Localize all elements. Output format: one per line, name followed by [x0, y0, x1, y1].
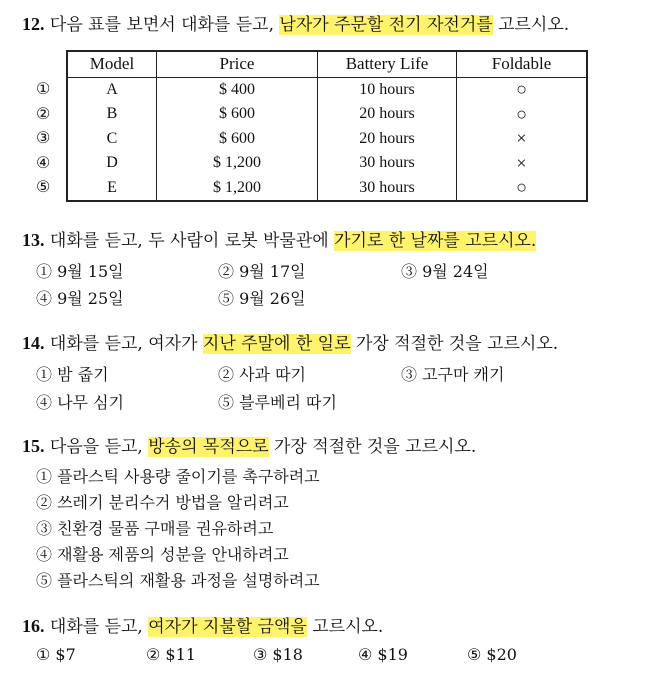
highlighted-text: 남자가 주문할 전기 자전거를: [279, 15, 493, 35]
answer-option[interactable]: ② 쓰레기 분리수거 방법을 알리려고: [36, 493, 289, 512]
cell-price: $ 1,200: [157, 151, 318, 176]
cell-battery: 30 hours: [318, 176, 457, 202]
table-row: [67, 102, 587, 127]
question-16: [22, 612, 383, 637]
answer-option[interactable]: ② 사과 따기: [218, 365, 306, 384]
answer-option[interactable]: ③ 9월 24일: [401, 262, 489, 281]
cell-battery: 10 hours: [318, 77, 457, 102]
highlighted-text: 가기로 한 날짜를 고르시오.: [334, 231, 537, 251]
row-mark: ③: [36, 128, 51, 147]
table-row: [67, 151, 587, 176]
question-text: 대화를 듣고,: [49, 617, 149, 637]
answer-option[interactable]: ⑤ $20: [467, 645, 517, 664]
cell-price: $ 600: [157, 102, 318, 127]
cell-battery: 20 hours: [318, 102, 457, 127]
header-battery: Battery Life: [318, 51, 457, 77]
question-number: 15.: [22, 436, 45, 456]
cell-price: $ 400: [157, 77, 318, 102]
cell-model: E: [67, 176, 157, 202]
cell-battery: 30 hours: [318, 151, 457, 176]
cell-model: A: [67, 77, 157, 102]
answer-option[interactable]: ① 밤 줍기: [36, 365, 109, 384]
bike-table: [66, 50, 588, 202]
question-13: [22, 226, 536, 251]
cell-model: D: [67, 151, 157, 176]
row-mark: ②: [36, 104, 51, 123]
answer-option[interactable]: ⑤ 플라스틱의 재활용 과정을 설명하려고: [36, 571, 320, 590]
answer-option[interactable]: ② $11: [146, 645, 196, 664]
question-number: 13.: [22, 230, 45, 250]
answer-option[interactable]: ⑤ 블루베리 따기: [218, 393, 337, 412]
highlighted-text: 방송의 목적으로: [148, 437, 269, 457]
question-text: 다음을 듣고,: [49, 437, 149, 457]
cell-price: $ 1,200: [157, 176, 318, 202]
cell-price: $ 600: [157, 127, 318, 152]
question-15: [22, 432, 476, 457]
cell-model: C: [67, 127, 157, 152]
cell-battery: 20 hours: [318, 127, 457, 152]
answer-option[interactable]: ④ 재활용 제품의 성분을 안내하려고: [36, 545, 289, 564]
question-text-end: 고르시오.: [492, 15, 570, 35]
cell-foldable: ×: [457, 127, 588, 152]
header-foldable: Foldable: [457, 51, 588, 77]
question-text-end: 가장 적절한 것을 고르시오.: [268, 437, 477, 457]
answer-option[interactable]: ③ $18: [253, 645, 303, 664]
answer-option[interactable]: ① 플라스틱 사용량 줄이기를 촉구하려고: [36, 467, 320, 486]
answer-option[interactable]: ① $7: [36, 645, 76, 664]
question-text: 대화를 듣고, 두 사람이 로봇 박물관에: [49, 231, 335, 251]
question-text-end: 고르시오.: [306, 617, 384, 637]
answer-option[interactable]: ③ 고구마 캐기: [401, 365, 505, 384]
question-14: [22, 329, 558, 354]
cell-model: B: [67, 102, 157, 127]
answer-option[interactable]: ⑤ 9월 26일: [218, 289, 306, 308]
table-row: [67, 176, 587, 202]
highlighted-text: 여자가 지불할 금액을: [148, 617, 307, 637]
question-12: [22, 10, 569, 35]
table-row: [67, 77, 587, 102]
row-mark: ⑤: [36, 177, 51, 196]
question-text: 다음 표를 보면서 대화를 듣고,: [49, 15, 280, 35]
question-text: 대화를 듣고, 여자가: [49, 334, 203, 354]
question-number: 16.: [22, 616, 45, 636]
answer-option[interactable]: ④ $19: [358, 645, 408, 664]
cell-foldable: ○: [457, 176, 588, 202]
cell-foldable: ○: [457, 102, 588, 127]
question-number: 12.: [22, 14, 45, 34]
question-text-end: 가장 적절한 것을 고르시오.: [350, 334, 559, 354]
row-mark: ①: [36, 79, 51, 98]
row-mark: ④: [36, 153, 51, 172]
highlighted-text: 지난 주말에 한 일로: [202, 334, 351, 354]
answer-option[interactable]: ④ 나무 심기: [36, 393, 124, 412]
table-header-row: [67, 51, 587, 77]
cell-foldable: ○: [457, 77, 588, 102]
answer-option[interactable]: ② 9월 17일: [218, 262, 306, 281]
answer-option[interactable]: ① 9월 15일: [36, 262, 124, 281]
table-row: [67, 127, 587, 152]
header-model: Model: [67, 51, 157, 77]
cell-foldable: ×: [457, 151, 588, 176]
answer-option[interactable]: ③ 친환경 물품 구매를 권유하려고: [36, 519, 274, 538]
question-number: 14.: [22, 333, 45, 353]
header-price: Price: [157, 51, 318, 77]
answer-option[interactable]: ④ 9월 25일: [36, 289, 124, 308]
